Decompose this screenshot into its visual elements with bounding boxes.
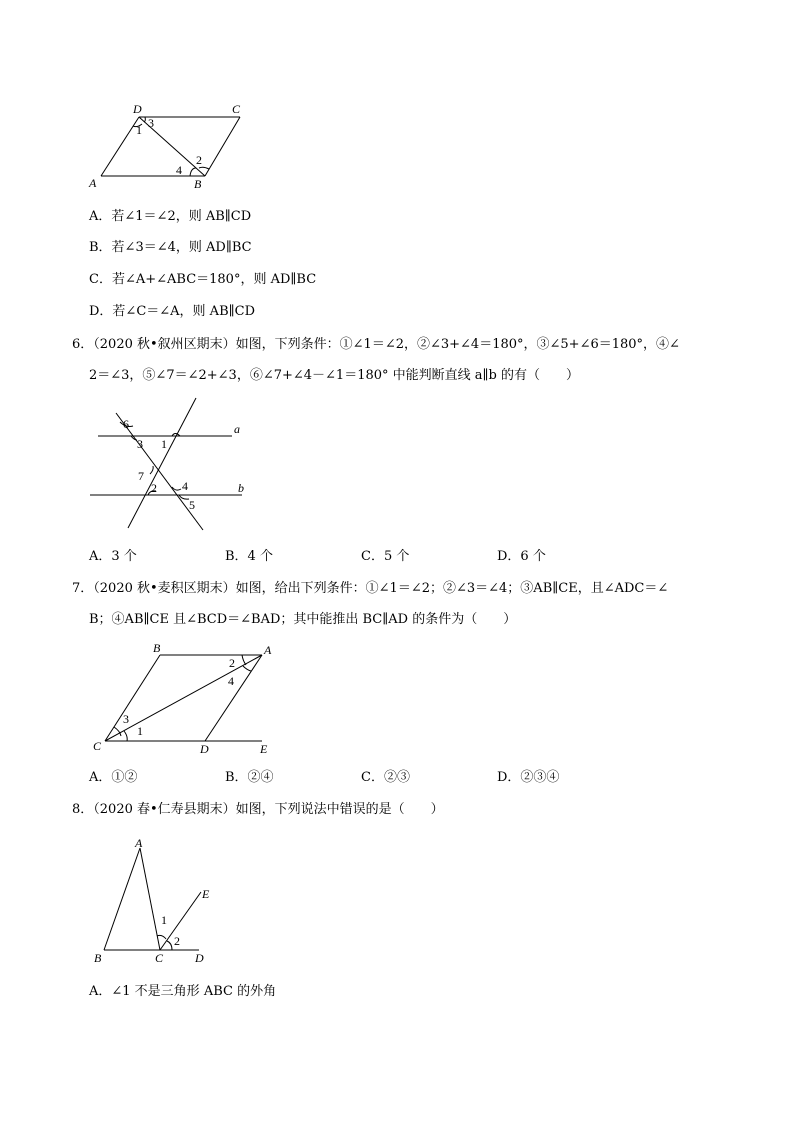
label-2: 2 xyxy=(151,481,157,495)
label-2: 2 xyxy=(174,934,180,948)
label-1: 1 xyxy=(136,123,142,137)
label-4: 4 xyxy=(176,163,182,177)
label-B: B xyxy=(194,177,202,191)
q6-option-c: C．5 个 xyxy=(361,549,410,564)
seg-AC xyxy=(140,848,160,950)
label-7: 7 xyxy=(138,469,144,483)
label-E: E xyxy=(260,742,268,756)
label-E: E xyxy=(202,887,210,901)
q5-option-b: B．若∠3＝∠4，则 AD∥BC xyxy=(89,240,252,255)
q7-option-d: D．②③④ xyxy=(497,770,560,785)
seg-AB xyxy=(104,848,140,950)
q5-option-d: D．若∠C＝∠A，则 AB∥CD xyxy=(89,304,255,319)
q7-option-a: A．①② xyxy=(89,770,138,785)
q6-option-b: B．4 个 xyxy=(225,549,273,564)
label-A: A xyxy=(264,643,272,657)
label-B: B xyxy=(153,641,161,655)
label-2: 2 xyxy=(196,153,202,167)
label-4: 4 xyxy=(182,479,188,493)
label-B: B xyxy=(94,951,102,965)
label-1: 1 xyxy=(137,724,143,738)
label-C: C xyxy=(155,951,164,965)
label-3: 3 xyxy=(137,437,143,451)
q7-question-line1: 7．（2020 秋•麦积区期末）如图，给出下列条件：①∠1＝∠2；②∠3＝∠4；③AB∥CE，且∠ADC＝∠ xyxy=(72,581,669,596)
arc-2 xyxy=(167,941,172,950)
label-C: C xyxy=(232,102,241,116)
label-b: b xyxy=(238,481,244,495)
label-3: 3 xyxy=(123,712,129,726)
q6-question-line1: 6．（2020 秋•叙州区期末）如图，下列条件：①∠1＝∠2，②∠3+∠4＝180°，③∠5+∠6＝180°，④∠ xyxy=(72,337,680,352)
label-3: 3 xyxy=(148,116,154,130)
label-D: D xyxy=(133,102,142,116)
label-4: 4 xyxy=(228,674,234,688)
label-C: C xyxy=(93,739,102,753)
label-A: A xyxy=(135,836,143,850)
q5-option-c: C．若∠A+∠ABC＝180°，则 AD∥BC xyxy=(89,272,317,287)
label-D: D xyxy=(200,742,209,756)
q7-question-line2: B；④AB∥CE 且∠BCD＝∠BAD；其中能推出 BC∥AD 的条件为（ ） xyxy=(89,612,517,627)
arc-1 xyxy=(157,935,166,939)
label-a: a xyxy=(234,422,240,436)
label-1: 1 xyxy=(161,913,167,927)
label-D: D xyxy=(195,951,204,965)
label-5: 5 xyxy=(189,498,195,512)
label-2: 2 xyxy=(229,656,235,670)
q8-question-line1: 8．（2020 春•仁寿县期末）如图，下列说法中错误的是（ ） xyxy=(72,802,444,817)
label-1: 1 xyxy=(161,437,167,451)
q6-question-line2: 2＝∠3，⑤∠7＝∠2+∠3，⑥∠7+∠4－∠1＝180° 中能判断直线 a∥b 的有（ ） xyxy=(89,368,579,383)
label-6: 6 xyxy=(123,417,129,431)
q7-option-c: C．②③ xyxy=(361,770,410,785)
label-A: A xyxy=(89,176,97,190)
q7-option-b: B．②④ xyxy=(225,770,274,785)
q6-option-a: A．3 个 xyxy=(89,549,137,564)
q5-option-a: A．若∠1＝∠2，则 AB∥CD xyxy=(89,209,252,224)
q8-option-a: A．∠1 不是三角形 ABC 的外角 xyxy=(89,984,277,999)
q6-option-d: D．6 个 xyxy=(497,549,546,564)
